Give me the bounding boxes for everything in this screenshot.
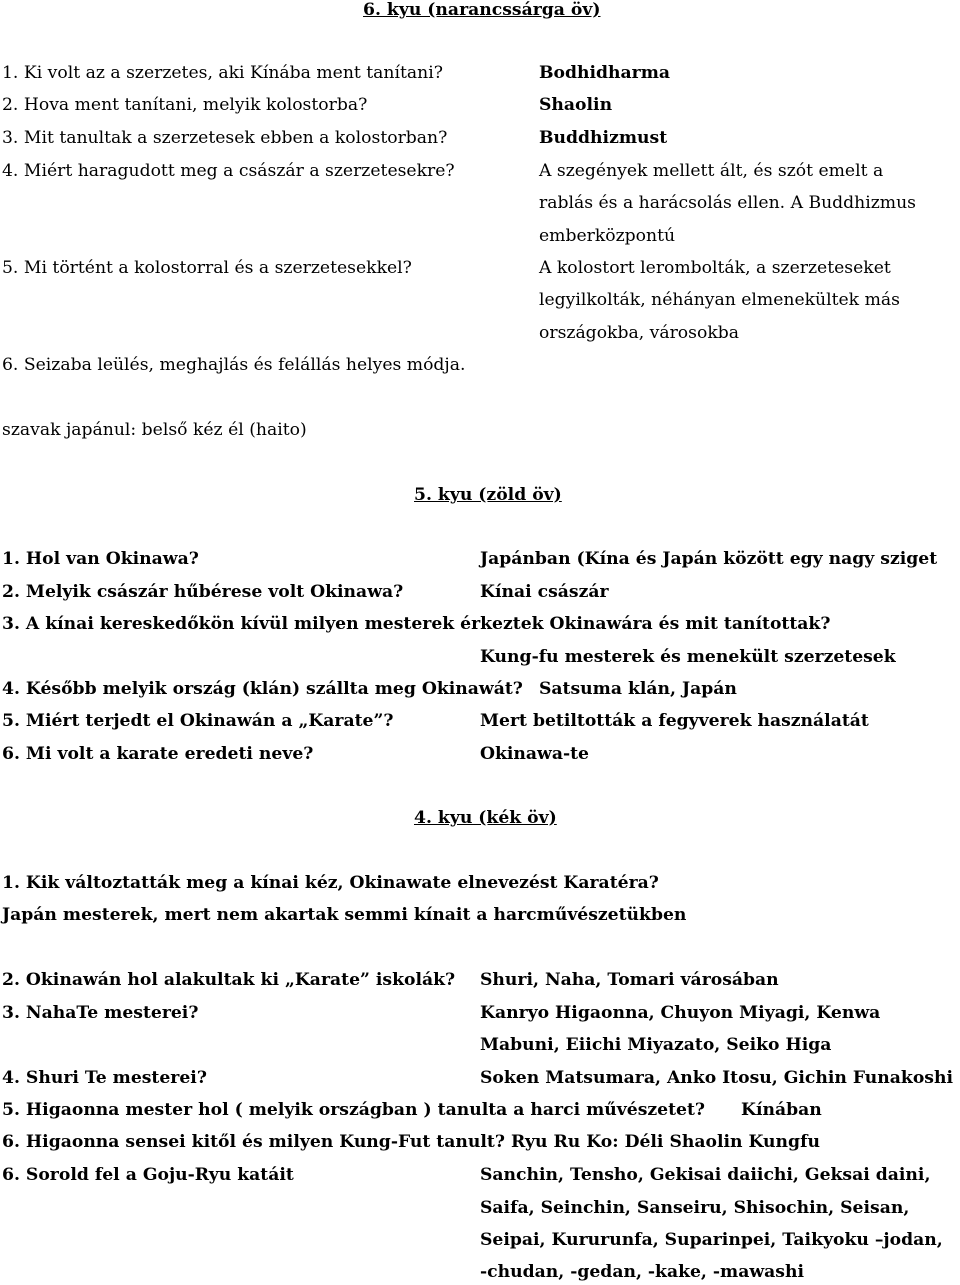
answer-6kyu-5-line2: legyilkolták, néhányan elmenekültek más	[539, 290, 900, 310]
question-6kyu-2: 2. Hova ment tanítani, melyik kolostorba?	[2, 95, 368, 115]
answer-6kyu-5-line1: A kolostort lerombolták, a szerzeteseket	[539, 258, 891, 278]
question-6kyu-6: 6. Seizaba leülés, meghajlás és felállás helyes módja.	[2, 355, 466, 375]
answer-5kyu-5: Mert betiltották a fegyverek használatát	[480, 711, 869, 731]
japanese-words-line: szavak japánul: belső kéz él (haito)	[2, 420, 307, 440]
answer-4kyu-3-line1: Kanryo Higaonna, Chuyon Miyagi, Kenwa	[480, 1003, 881, 1023]
answer-4kyu-4: Soken Matsumara, Anko Itosu, Gichin Funakoshi	[480, 1068, 954, 1088]
question-4kyu-5: 5. Higaonna mester hol ( melyik országban ) tanulta a harci művészetet?	[2, 1100, 705, 1120]
answer-5kyu-1: Japánban (Kína és Japán között egy nagy sziget	[480, 549, 938, 569]
answer-5kyu-3: Kung-fu mesterek és menekült szerzetesek	[480, 647, 896, 667]
section-heading-5kyu: 5. kyu (zöld öv)	[414, 485, 562, 505]
answer-6kyu-1: Bodhidharma	[539, 63, 671, 83]
question-4kyu-1: 1. Kik változtatták meg a kínai kéz, Okinawate elnevezést Karatéra?	[2, 873, 659, 893]
answer-5kyu-2: Kínai császár	[480, 582, 609, 602]
answer-5kyu-4: Satsuma klán, Japán	[539, 679, 737, 699]
answer-4kyu-7-line2: Saifa, Seinchin, Sanseiru, Shisochin, Seisan,	[480, 1198, 910, 1218]
section-heading-6kyu: 6. kyu (narancssárga öv)	[363, 0, 601, 20]
answer-6kyu-4-line2: rablás és a harácsolás ellen. A Buddhizmus	[539, 193, 916, 213]
question-6kyu-3: 3. Mit tanultak a szerzetesek ebben a kolostorban?	[2, 128, 448, 148]
answer-4kyu-6: Ryu Ru Ko: Déli Shaolin Kungfu	[511, 1132, 820, 1152]
question-5kyu-6: 6. Mi volt a karate eredeti neve?	[2, 744, 314, 764]
answer-4kyu-1: Japán mesterek, mert nem akartak semmi kínait a harcművészetükben	[2, 905, 687, 925]
question-4kyu-6: 6. Higaonna sensei kitől és milyen Kung-Fut tanult?	[2, 1132, 505, 1152]
question-5kyu-4: 4. Később melyik ország (klán) szállta meg Okinawát?	[2, 679, 523, 699]
question-4kyu-4: 4. Shuri Te mesterei?	[2, 1068, 207, 1088]
answer-4kyu-3-line2: Mabuni, Eiichi Miyazato, Seiko Higa	[480, 1035, 832, 1055]
question-5kyu-1: 1. Hol van Okinawa?	[2, 549, 199, 569]
answer-6kyu-5-line3: országokba, városokba	[539, 323, 739, 343]
answer-4kyu-7-line4: -chudan, -gedan, -kake, -mawashi	[480, 1262, 804, 1282]
answer-4kyu-7-line1: Sanchin, Tensho, Gekisai daiichi, Geksai daini,	[480, 1165, 931, 1185]
answer-6kyu-4-line1: A szegények mellett ált, és szót emelt a	[539, 161, 884, 181]
answer-6kyu-2: Shaolin	[539, 95, 613, 115]
question-6kyu-4: 4. Miért haragudott meg a császár a szerzetesekre?	[2, 161, 455, 181]
section-heading-4kyu: 4. kyu (kék öv)	[414, 808, 557, 828]
answer-5kyu-6: Okinawa-te	[480, 744, 589, 764]
answer-6kyu-3: Buddhizmust	[539, 128, 668, 148]
answer-4kyu-2: Shuri, Naha, Tomari városában	[480, 970, 779, 990]
question-5kyu-3: 3. A kínai kereskedőkön kívül milyen mesterek érkeztek Okinawára és mit tanítottak?	[2, 614, 831, 634]
question-4kyu-3: 3. NahaTe mesterei?	[2, 1003, 199, 1023]
question-6kyu-1: 1. Ki volt az a szerzetes, aki Kínába ment tanítani?	[2, 63, 443, 83]
question-6kyu-5: 5. Mi történt a kolostorral és a szerzetesekkel?	[2, 258, 412, 278]
answer-6kyu-4-line3: emberközpontú	[539, 226, 676, 246]
answer-4kyu-7-line3: Seipai, Kururunfa, Suparinpei, Taikyoku –jodan,	[480, 1230, 943, 1250]
question-4kyu-7: 6. Sorold fel a Goju-Ryu katáit	[2, 1165, 294, 1185]
question-5kyu-5: 5. Miért terjedt el Okinawán a „Karate”?	[2, 711, 394, 731]
question-4kyu-2: 2. Okinawán hol alakultak ki „Karate” iskolák?	[2, 970, 456, 990]
question-5kyu-2: 2. Melyik császár hűbérese volt Okinawa?	[2, 582, 404, 602]
answer-4kyu-5: Kínában	[741, 1100, 822, 1120]
